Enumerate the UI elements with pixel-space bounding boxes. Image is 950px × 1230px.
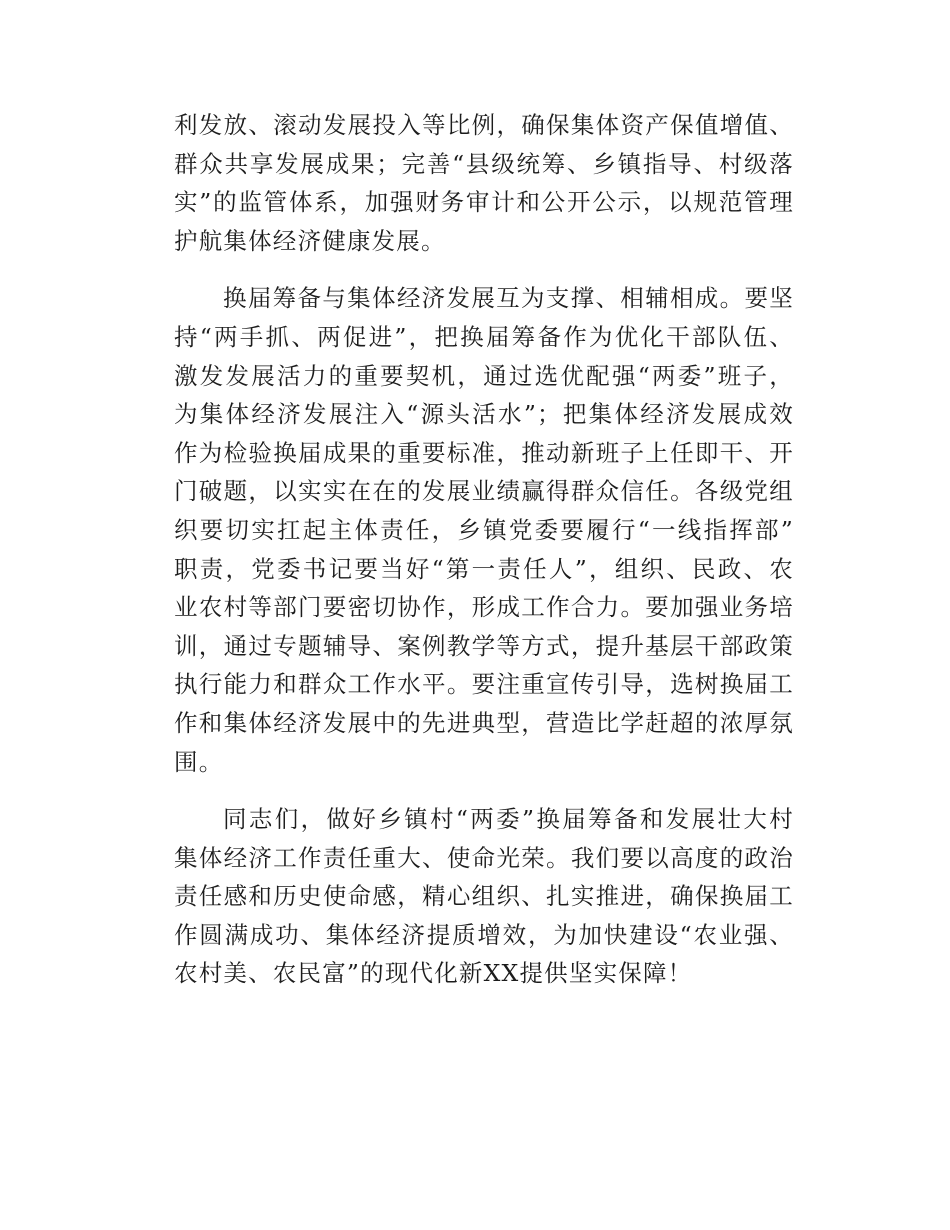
text-line: 执行能力和群众工作水平。要注重宣传引导，选树换届工 xyxy=(174,670,794,699)
text-line: 护航集体经济健康发展。 xyxy=(174,226,446,255)
text-line: 织要切实扛起主体责任，乡镇党委要履行“一线指挥部” xyxy=(174,515,794,544)
text-line: 作为检验换届成果的重要标准，推动新班子上任即干、开 xyxy=(174,438,794,467)
text-line: 为集体经济发展注入“源头活水”；把集体经济发展成效 xyxy=(174,400,794,429)
text-line: 业农村等部门要密切协作，形成工作合力。要加强业务培 xyxy=(174,593,794,622)
text-line: 职责，党委书记要当好“第一责任人”，组织、民政、农 xyxy=(174,554,794,583)
text-line: 持“两手抓、两促进”，把换届筹备作为优化干部队伍、 xyxy=(174,322,794,351)
text-line: 作和集体经济发展中的先进典型，营造比学赶超的浓厚氛 xyxy=(174,708,794,737)
text-line: 门破题，以实实在在的发展业绩赢得群众信任。各级党组 xyxy=(174,477,794,506)
text-line: 实”的监管体系，加强财务审计和公开公示，以规范管理 xyxy=(174,188,794,217)
text-line: 农村美、农民富”的现代化新XX提供坚实保障！ xyxy=(174,959,693,988)
text-line: 集体经济工作责任重大、使命光荣。我们要以高度的政治 xyxy=(174,843,794,872)
text-line: 利发放、滚动发展投入等比例，确保集体资产保值增值、 xyxy=(174,111,794,139)
text-line: 作圆满成功、集体经济提质增效，为加快建设“农业强、 xyxy=(174,920,794,949)
text-line: 训，通过专题辅导、案例教学等方式，提升基层干部政策 xyxy=(174,631,794,660)
document-body xyxy=(174,106,794,993)
paragraph-2 xyxy=(174,279,794,781)
paragraph-1 xyxy=(174,106,794,260)
text-line: 同志们，做好乡镇村“两委”换届筹备和发展壮大村 xyxy=(223,805,794,834)
text-line: 围。 xyxy=(174,747,224,776)
text-line: 换届筹备与集体经济发展互为支撑、相辅相成。要坚 xyxy=(223,284,794,313)
text-line: 责任感和历史使命感，精心组织、扎实推进，确保换届工 xyxy=(174,882,794,911)
text-line: 激发发展活力的重要契机，通过选优配强“两委”班子， xyxy=(174,361,794,390)
text-line: 群众共享发展成果；完善“县级统筹、乡镇指导、村级落 xyxy=(174,149,794,178)
paragraph-3 xyxy=(174,800,794,993)
